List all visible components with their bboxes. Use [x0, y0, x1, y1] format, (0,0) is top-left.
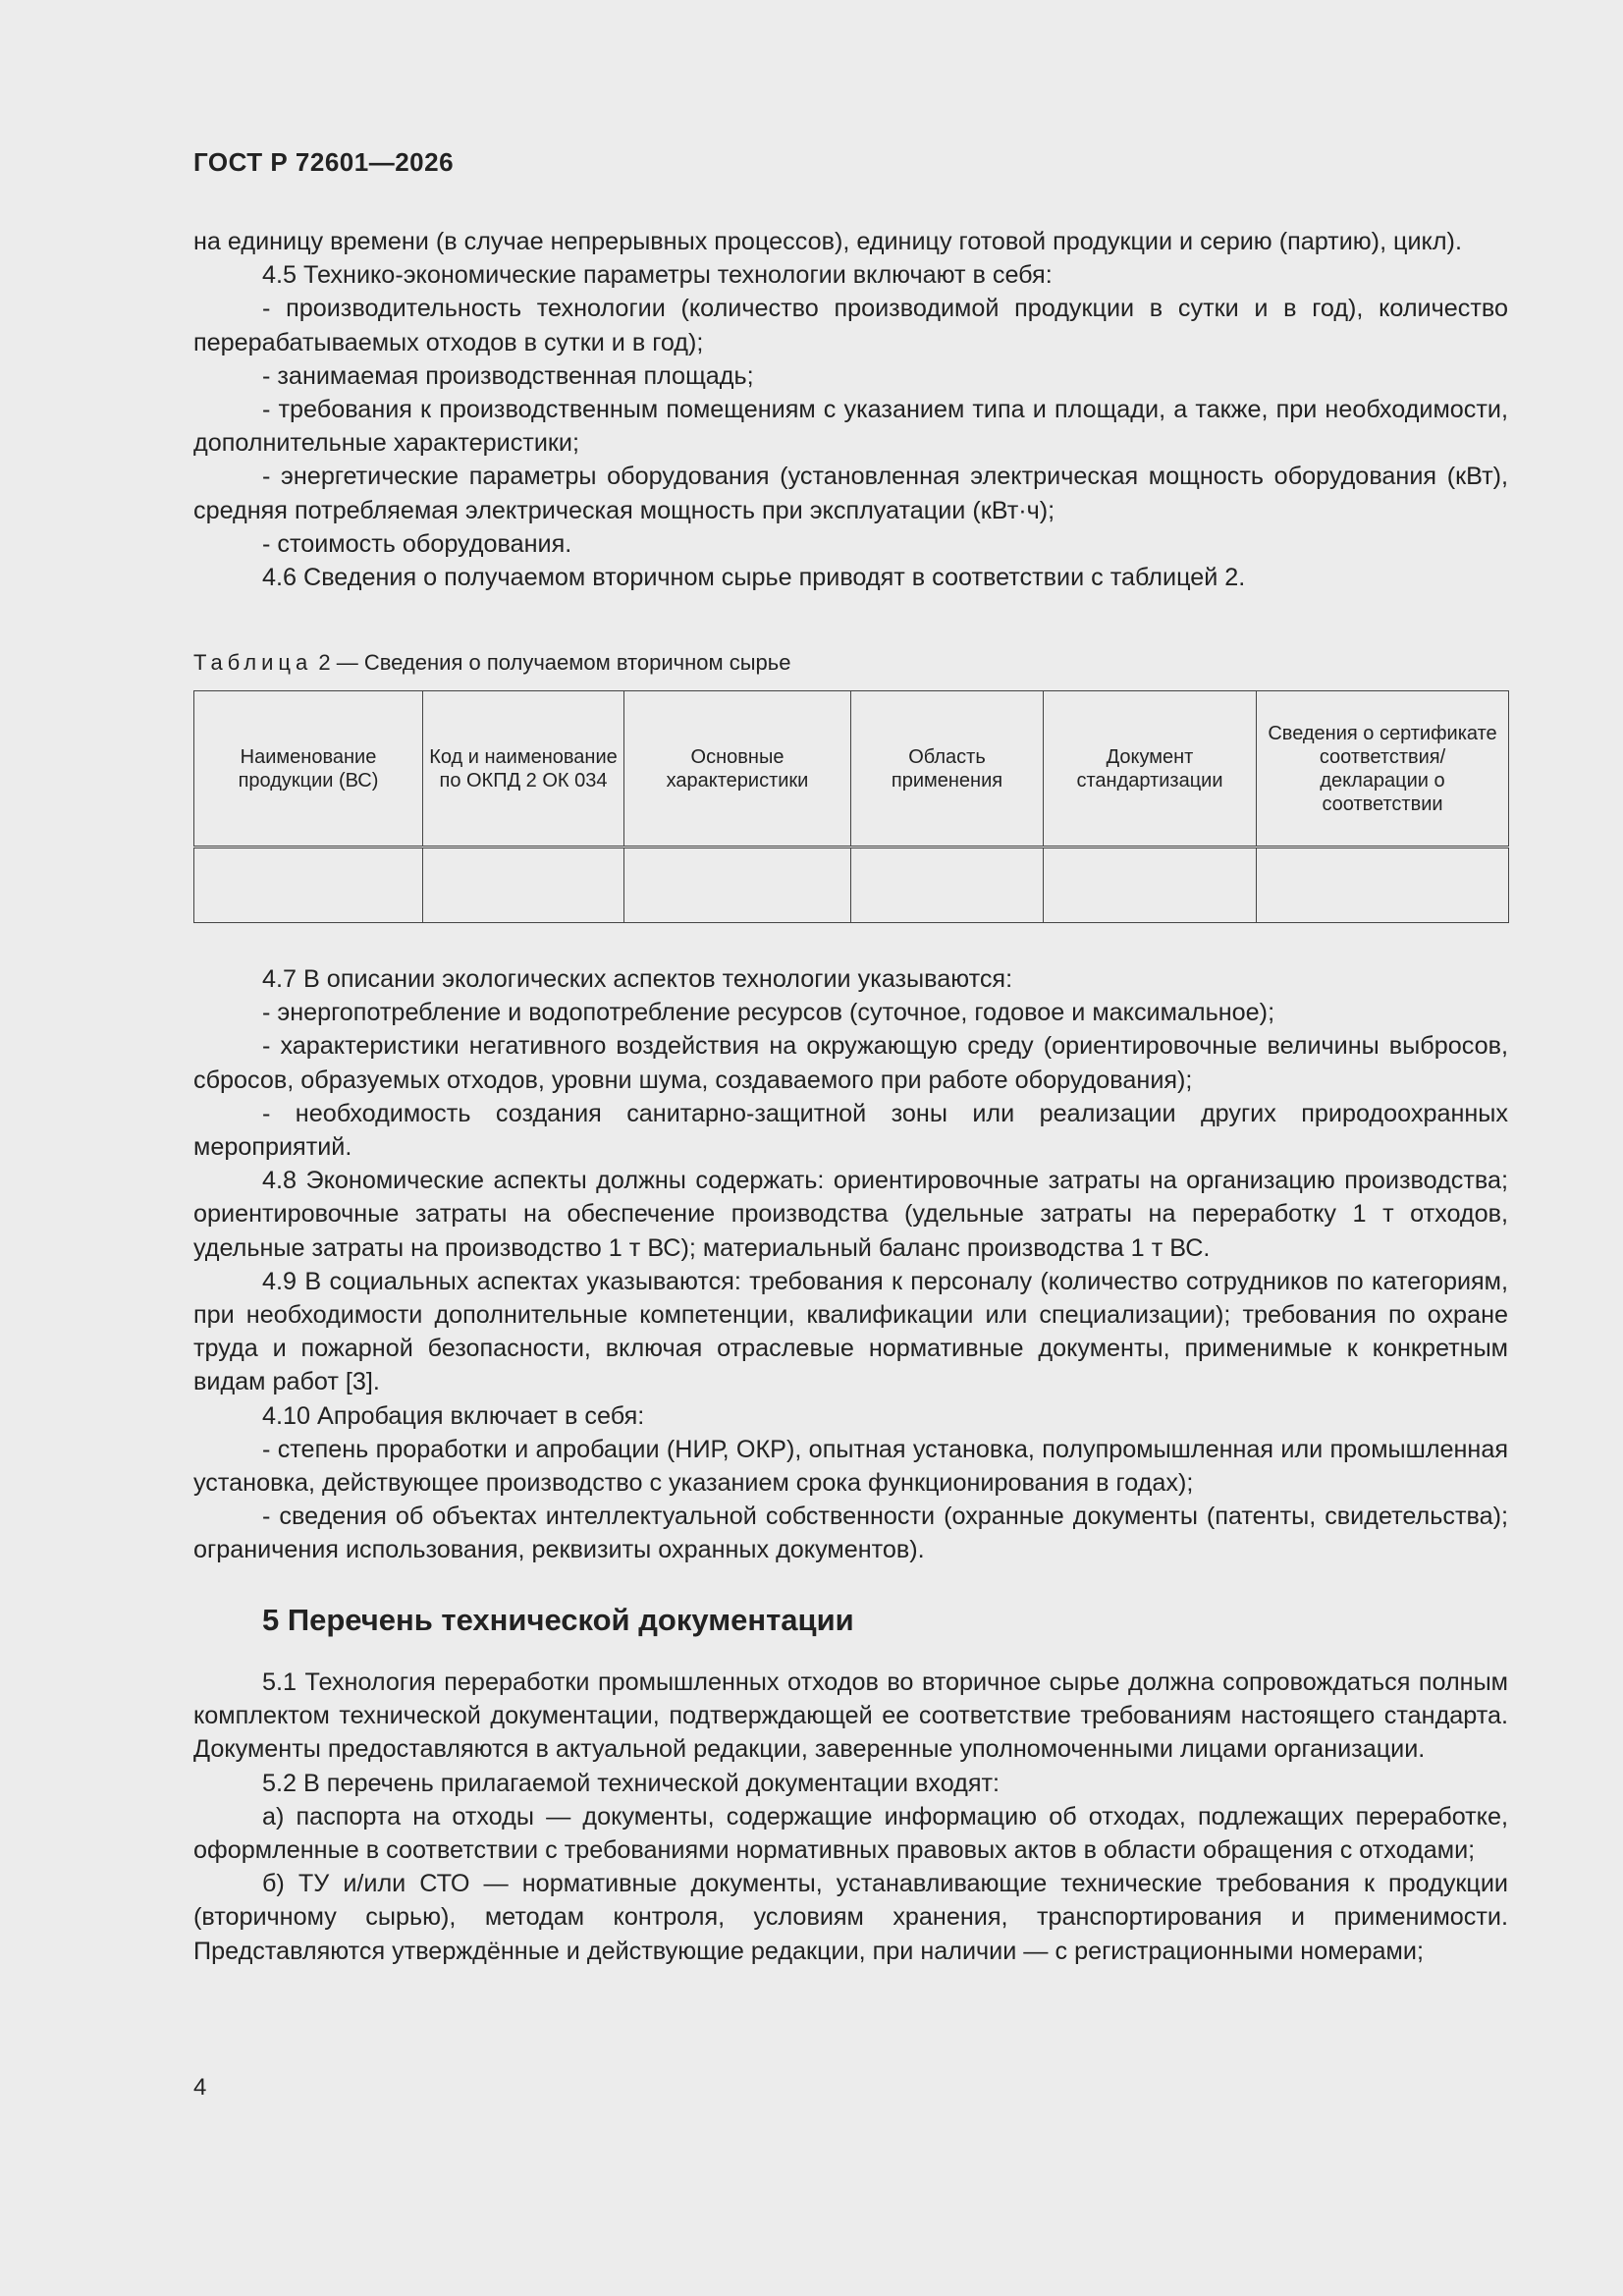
- table-header-cell: Документ стандартизации: [1044, 691, 1257, 847]
- paragraph: 4.8 Экономические аспекты должны содержать: ориентировочные затраты на организацию производства; ориентировочные затраты на обеспечение производства (удельные затраты на переработку 1 т отходов, удельные затраты на производство 1 т ВС); материальный баланс производства 1 т ВС.: [193, 1167, 1508, 1262]
- paragraph: на единицу времени (в случае непрерывных процессов), единицу готовой продукции и серию (партию), цикл).: [193, 228, 1462, 255]
- paragraph: 4.9 В социальных аспектах указываются: требования к персоналу (количество сотрудников по категориям, при необходимости дополнительные компетенции, квалификации или специализации); требования по охране труда и пожарной безопасности, включая отраслевые нормативные документы, применимые к конкретным видам работ [3].: [193, 1267, 1508, 1396]
- table-header-cell: Сведения о сертификате соответствия/ декларации о соответствии: [1257, 691, 1509, 847]
- table-caption-title: 2 — Сведения о получаемом вторичном сырье: [318, 650, 791, 675]
- table-caption-word: Таблица: [193, 650, 313, 675]
- text-block-5: [193, 1666, 1508, 1968]
- table-row: [194, 847, 1509, 923]
- paragraph: 4.7 В описании экологических аспектов технологии указываются:: [262, 965, 1013, 993]
- table-cell: [851, 847, 1044, 923]
- list-item: а) паспорта на отходы — документы, содержащие информацию об отходах, подлежащих переработке, оформленные в соответствии с требованиями нормативных правовых актов в области обращения с отходами;: [193, 1802, 1508, 1865]
- list-item: - сведения об объектах интеллектуальной собственности (охранные документы (патенты, свидетельства); ограничения использования, реквизиты охранных документов).: [193, 1503, 1508, 1564]
- paragraph: 4.10 Апробация включает в себя:: [262, 1401, 645, 1430]
- list-item: - занимаемая производственная площадь;: [262, 361, 754, 390]
- paragraph: 5.2 В перечень прилагаемой технической документации входят:: [262, 1769, 1001, 1797]
- text-block-4-7: [193, 962, 1508, 1567]
- table-header-cell: Область применения: [851, 691, 1044, 847]
- list-item: - энергопотребление и водопотребление ресурсов (суточное, годовое и максимальное);: [262, 999, 1275, 1027]
- table-cell: [1257, 847, 1509, 923]
- secondary-raw-material-table: [193, 690, 1509, 923]
- paragraph: 4.5 Технико-экономические параметры технологии включают в себя:: [262, 261, 1053, 290]
- table-header-cell: Наименование продукции (ВС): [194, 691, 423, 847]
- list-item: - характеристики негативного воздействия на окружающую среду (ориентировочные величины выбросов, сбросов, образуемых отходов, уровни шума, создаваемого при работе оборудования);: [193, 1032, 1508, 1094]
- list-item: - степень проработки и апробации (НИР, ОКР), опытная установка, полупромышленная или промышленная установка, действующее производство с указанием срока функционирования в годах);: [193, 1435, 1508, 1498]
- paragraph: 4.6 Сведения о получаемом вторичном сырье приводят в соответствии с таблицей 2.: [262, 564, 1246, 592]
- list-item: - энергетические параметры оборудования (установленная электрическая мощность оборудования (кВт), средняя потребляемая электрическая мощность при эксплуатации (кВт·ч);: [193, 463, 1508, 524]
- table-cell: [423, 847, 624, 923]
- list-item: б) ТУ и/или СТО — нормативные документы, устанавливающие технические требования к продукции (вторичному сырью), методам контроля, условиям хранения, транспортирования и применимости. Представляются утверждённые и действующие редакции, при наличии — с регистрационными номерами;: [193, 1870, 1508, 1965]
- list-item: - производительность технологии (количество производимой продукции в сутки и в год), количество перерабатываемых отходов в сутки и в год);: [193, 295, 1508, 356]
- text-block-4-5: [193, 225, 1508, 594]
- table-cell: [194, 847, 423, 923]
- standard-header: ГОСТ Р 72601—2026: [193, 147, 455, 177]
- list-item: - требования к производственным помещениям с указанием типа и площади, а также, при необходимости, дополнительные характеристики;: [193, 396, 1508, 458]
- table-header-cell: Код и наименование по ОКПД 2 ОК 034: [423, 691, 624, 847]
- list-item: - стоимость оборудования.: [262, 529, 572, 558]
- table-caption: [193, 648, 790, 678]
- table-cell: [1044, 847, 1257, 923]
- table-cell: [624, 847, 851, 923]
- section-heading: 5 Перечень технической документации: [262, 1603, 854, 1637]
- page-number: 4: [193, 2074, 207, 2101]
- table-header-row: [194, 691, 1509, 847]
- paragraph: 5.1 Технология переработки промышленных отходов во вторичное сырье должна сопровождаться полным комплектом технической документации, подтверждающей ее соответствие требованиям настоящего стандарта. Документы предоставляются в актуальной редакции, заверенные уполномоченными лицами организации.: [193, 1668, 1508, 1764]
- table-header-cell: Основные характеристики: [624, 691, 851, 847]
- list-item: - необходимость создания санитарно-защитной зоны или реализации других природоохранных мероприятий.: [193, 1099, 1508, 1162]
- document-page: [193, 0, 1508, 2296]
